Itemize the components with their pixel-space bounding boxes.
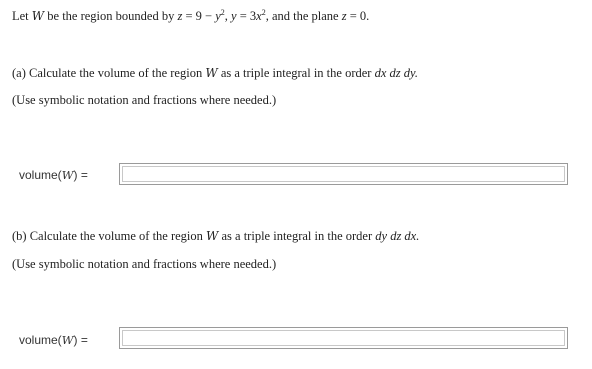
eq2-exponent: 2 — [261, 8, 266, 17]
eq1-exponent: 2 — [220, 8, 225, 17]
part-a-middle: as a triple integral in the order — [220, 66, 372, 80]
part-b-order: dy dz dx. — [375, 229, 420, 243]
part-a-prefix: (a) Calculate the volume of the region — [12, 66, 203, 80]
eq2-rhs: = 3 — [239, 9, 257, 23]
eq1-var: y — [215, 9, 221, 23]
part-b-answer-box — [119, 327, 568, 349]
part-b-label-symbol: W — [61, 333, 74, 347]
eq1-lhs: z — [177, 9, 183, 23]
part-a-order: dx dz dy. — [374, 66, 418, 80]
part-b-label-suffix: ) = — [73, 333, 88, 347]
part-a-answer-label — [19, 168, 88, 182]
part-b-answer-input[interactable] — [122, 330, 565, 346]
part-a-answer-input[interactable] — [122, 166, 565, 182]
part-b-region-symbol: W — [206, 229, 219, 243]
part-a-label-prefix: volume( — [19, 168, 62, 182]
part-b-note: (Use symbolic notation and fractions where needed.) — [12, 257, 277, 271]
eq1-rhs: = 9 − — [185, 9, 213, 23]
part-b-question — [12, 229, 419, 244]
part-b-prefix: (b) Calculate the volume of the region — [12, 229, 203, 243]
intro-prefix: Let — [12, 9, 29, 23]
plane-text: , and the plane — [265, 9, 339, 23]
part-b-label-prefix: volume( — [19, 333, 62, 347]
part-a-label-symbol: W — [61, 168, 74, 182]
part-a-label-suffix: ) = — [73, 168, 88, 182]
intro-middle: be the region bounded by — [47, 9, 175, 23]
eq2-lhs: y — [231, 9, 237, 23]
part-a-note: (Use symbolic notation and fractions where needed.) — [12, 93, 277, 107]
plane-var: z — [341, 9, 347, 23]
region-symbol: W — [31, 9, 45, 23]
part-a-region-symbol: W — [205, 66, 218, 80]
part-a-answer-box — [119, 163, 568, 185]
problem-statement: Let W be the region bounded by $z = 9 - y^2$, $y = 3x^2$, and the plane z = 0. — [12, 8, 370, 23]
eq2-var: x — [256, 9, 262, 23]
part-b-middle: as a triple integral in the order — [221, 229, 373, 243]
part-b-answer-label — [19, 333, 88, 347]
plane-rhs: = 0. — [349, 9, 370, 23]
part-a-question — [12, 66, 418, 81]
